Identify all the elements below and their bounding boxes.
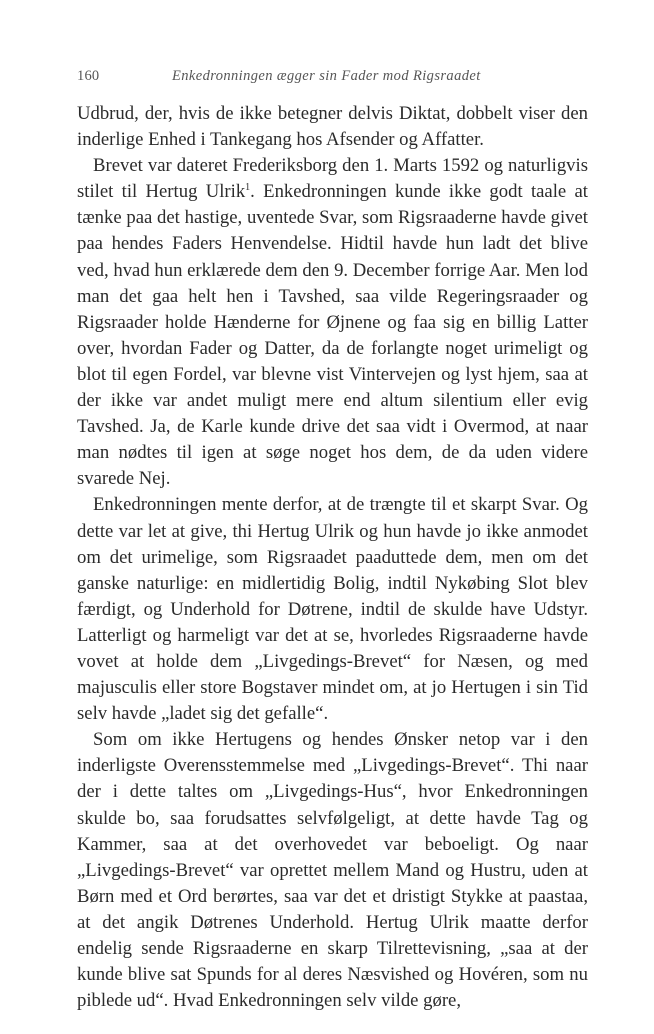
running-title: Enkedronningen ægger sin Fader mod Rigsraadet [172, 68, 481, 84]
paragraph-3: Enkedronningen mente derfor, at de trængte til et skarpt Svar. Og dette var let at give, thi Hertug Ulrik og hun havde jo ikke anmodet om det urimelige, som Rigsraadet paaduttede dem, men om det ganske naturlige: en midlertidig Bolig, indtil Nykøbing Slot blev færdigt, og Underhold for Døtrene, indtil de skulde have Udstyr. Latterligt og harmeligt var det at se, hvorledes Rigsraaderne havde vovet at holde dem „Livgedings-Brevet“ for Næsen, og med majusculis eller store Bogstaver mindet om, at jo Hertugen i sin Tid selv havde „ladet sig det gefalle“. [77, 494, 588, 725]
paragraph-1: Udbrud, der, hvis de ikke betegner delvis Diktat, dobbelt viser den inderlige Enhed i Tankegang hos Afsender og Affatter. [77, 103, 588, 151]
paragraph-2-text-end: . Enkedronningen kunde ikke godt taale at tænke paa det hastige, uventede Svar, som Rigsraaderne havde givet paa hendes Faders Henvendelse. Hidtil havde hun ladt det blive ved, hvad hun erklærede dem den 9. December forrige Aar. Men lod man det gaa helt hen i Tavshed, saa vilde Regeringsraader og Rigsraader holde Hænderne for Øjnene og faa sig en billig Latter over, hvordan Fader og Datter, da de forlangte noget urimeligt og blot til egen Fordel, var blevne vist Vintervejen og lyst hjem, saa at der ikke var andet muligt mere end altum silentium eller evig Tavshed. Ja, de Karle kunde drive det saa vidt i Overmod, at naar man nødtes til igen at søge noget hos dem, de da uden videre svarede Nej. [77, 181, 588, 490]
running-head [77, 66, 588, 86]
footnote-marker: 1 [245, 182, 251, 194]
paragraph-2 [77, 153, 588, 492]
paragraph-2-text-start: Brevet var dateret Frederiksborg den 1. Marts 1592 og naturligvis stilet til Hertug Ulrik [77, 155, 588, 203]
body-text [77, 101, 588, 1014]
paragraph-4: Som om ikke Hertugens og hendes Ønsker netop var i den inderligste Overensstemmelse med „Livgedings-Brevet“. Thi naar der i dette taltes om „Livgedings-Hus“, hvor Enkedronningen skulde bo, saa forudsattes selvfølgeligt, at dette havde Tag og Kammer, saa at det overhovedet var beboeligt. Og naar „Livgedings-Brevet“ var oprettet mellem Mand og Hustru, uden at Børn med et Ord berørtes, saa var det et dristigt Stykke at paastaa, at det angik Døtrenes Underhold. Hertug Ulrik maatte derfor endelig sende Rigsraaderne en skarp Tilrettevisning, „saa at der kunde blive sat Spunds for al deres Næsvished og Hovéren, som nu piblede ud“. Hvad Enkedronningen selv vilde gøre, [77, 729, 588, 1012]
page-number: 160 [77, 68, 100, 84]
